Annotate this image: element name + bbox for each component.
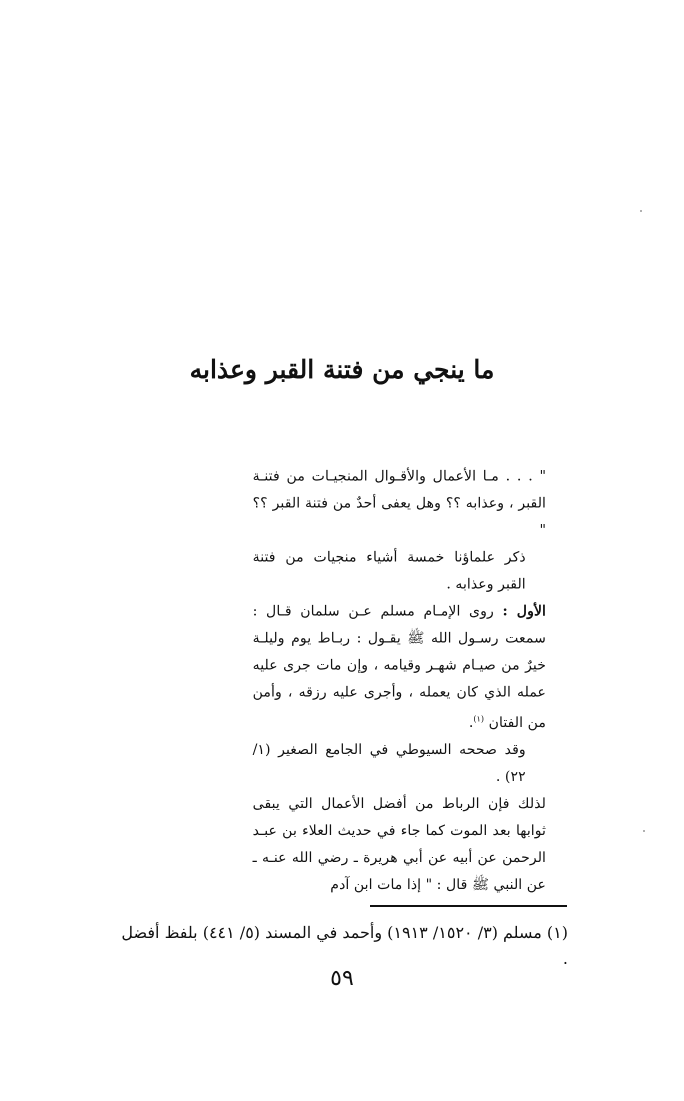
first-item-paragraph: الأول : روى الإمـام مسلم عـن سلمان قـال : سمعت رسـول الله ﷺ يقـول : ربـاط يوم وليلـة خيرٌ من صيـام شهـر وقيامه ، وإن مات جرى عليه عمله الذي كان يعمله ، وأجرى عليه رزقه ، وأمن من الفتان $^{(١)}$.: [252, 601, 546, 731]
margin-speck: [640, 210, 642, 212]
question-text: " . . . مـا الأعمال والأقـوال المنجيـات من فتنـة القبر ، وعذابه ؟؟ وهل يعفى أحدٌ من فتنة القبر ؟؟ ": [252, 467, 546, 538]
first-label: الأول :: [502, 601, 546, 619]
authentication-paragraph: [253, 736, 546, 790]
question-paragraph: [253, 462, 546, 543]
footnote: (١) مسلم (٣/ ١٥٢٠/ ١٩١٣) وأحمد في المسند (٥/ ٤٤١) بلفظ أفضل .: [121, 923, 568, 968]
footnote-separator: [370, 905, 567, 907]
ribat-paragraph: [253, 790, 546, 898]
authentication-text: وقد صححه السيوطي في الجامع الصغير (١/ ٢٢) .: [252, 741, 526, 785]
hadith-text: روى الإمـام مسلم عـن سلمان قـال : سمعت رسـول الله ﷺ يقـول : ربـاط يوم وليلـة خيرٌ من صيـام شهـر وقيامه ، وإن مات جرى عليه عمله الذي كان يعمله ، وأجرى عليه رزقه ، وأمن من الفتان: [252, 602, 546, 731]
intro-text: ذكر علماؤنا خمسة أشياء منجيات من فتنة القبر وعذابه .: [252, 548, 526, 592]
margin-speck: [643, 830, 645, 832]
main-text: [253, 462, 546, 898]
page-number: ٥٩: [330, 966, 354, 991]
footnote-marker: (١): [473, 714, 485, 724]
page-title: ما ينجي من فتنة القبر وعذابه: [189, 355, 495, 384]
ribat-text: لذلك فإن الرباط من أفضل الأعمال التي يبقى ثوابها بعد الموت كما جاء في حديث العلاء بن عبـد الرحمن عن أبيه عن أبي هريرة ـ رضي الله عنـه ـ عن النبي ﷺ قال : " إذا مات ابن آدم: [252, 795, 546, 893]
intro-paragraph: [253, 543, 546, 597]
